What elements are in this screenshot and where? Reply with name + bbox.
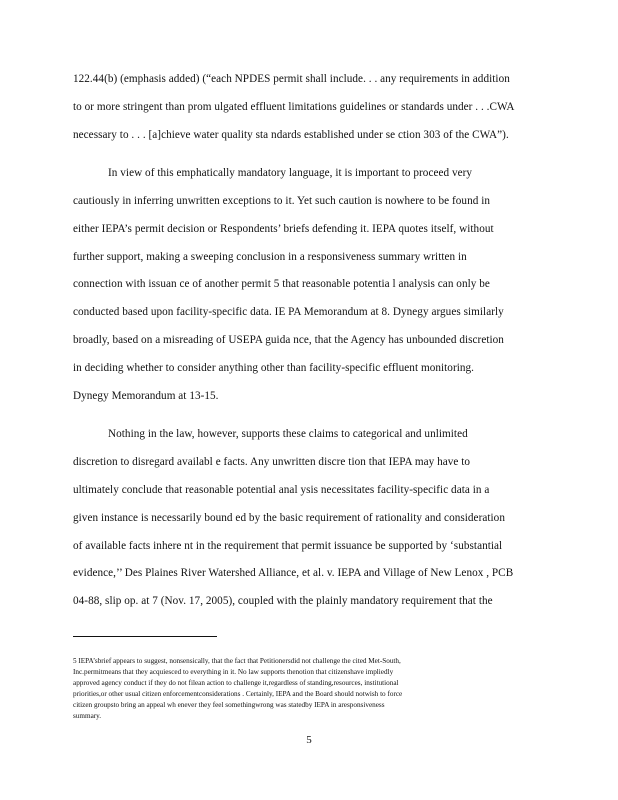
body-line: cautiously in inferring unwritten exceptions to it. Yet such caution is nowhere to be found in bbox=[73, 195, 491, 207]
body-line: in deciding whether to consider anything other than facility-specific effluent monitoring. bbox=[73, 362, 475, 374]
body-line: evidence,’’ Des Plaines River Watershed Alliance, et al. v. IEPA and Village of New Lenox , PCB bbox=[73, 567, 514, 579]
footnote-line: 5 IEPA’sbrief appears to suggest, nonsensically, that the fact that Petitionersdid not challenge the cited Met-South, bbox=[73, 657, 401, 665]
body-line: conducted based upon facility-specific data. IE PA Memorandum at 8. Dynegy argues similarly bbox=[73, 306, 504, 318]
footnote-line: Inc.permitmeans that they acquiesced to everything in it. No law supports thenotion that citizenshave impliedly bbox=[73, 668, 394, 676]
body-line: broadly, based on a misreading of USEPA guida nce, that the Agency has unbounded discretion bbox=[73, 334, 504, 346]
footnote-line: approved agency conduct if they do not filean action to challenge it,regardless of standing,resources, institutional bbox=[73, 679, 399, 687]
body-line: connection with issuan ce of another permit 5 that reasonable potentia l analysis can only be bbox=[73, 278, 490, 290]
body-line: ultimately conclude that reasonable potential anal ysis necessitates facility-specific data in a bbox=[73, 484, 490, 496]
footnote-line: summary. bbox=[73, 712, 102, 720]
body-line: either IEPA’s permit decision or Respondents’ briefs defending it. IEPA quotes itself, without bbox=[73, 223, 494, 235]
body-line: Dynegy Memorandum at 13-15. bbox=[73, 390, 219, 402]
body-line: discretion to disregard availabl e facts. Any unwritten discre tion that IEPA may have to bbox=[73, 456, 471, 468]
body-line: to or more stringent than prom ulgated effluent limitations guidelines or standards under . . .CWA bbox=[73, 101, 515, 113]
footnote-line: citizen groupsto bring an appeal wh enever they feel somethingwrong was statedby IEPA in aresponsiveness bbox=[73, 701, 385, 709]
body-line: given instance is necessarily bound ed by the basic requirement of rationality and consideration bbox=[73, 512, 505, 524]
body-line: 04-88, slip op. at 7 (Nov. 17, 2005), coupled with the plainly mandatory requirement that the bbox=[73, 595, 493, 607]
footnote-separator bbox=[73, 636, 217, 637]
body-line: necessary to . . . [a]chieve water quality sta ndards established under se ction 303 of the CWA”). bbox=[73, 129, 509, 141]
body-line: further support, making a sweeping conclusion in a responsiveness summary written in bbox=[73, 251, 467, 263]
body-line: 122.44(b) (emphasis added) (“each NPDES permit shall include. . . any requirements in addition bbox=[73, 73, 510, 85]
body-line: Nothing in the law, however, supports these claims to categorical and unlimited bbox=[108, 428, 468, 440]
page-number: 5 bbox=[306, 734, 312, 746]
body-line: of available facts inhere nt in the requirement that permit issuance be supported by ‘substantial bbox=[73, 540, 503, 552]
body-line: In view of this emphatically mandatory language, it is important to proceed very bbox=[108, 167, 473, 179]
footnote-line: priorities,or other usual citizen enforcementconsiderations . Certainly, IEPA and the Board should notwish to force bbox=[73, 690, 403, 698]
